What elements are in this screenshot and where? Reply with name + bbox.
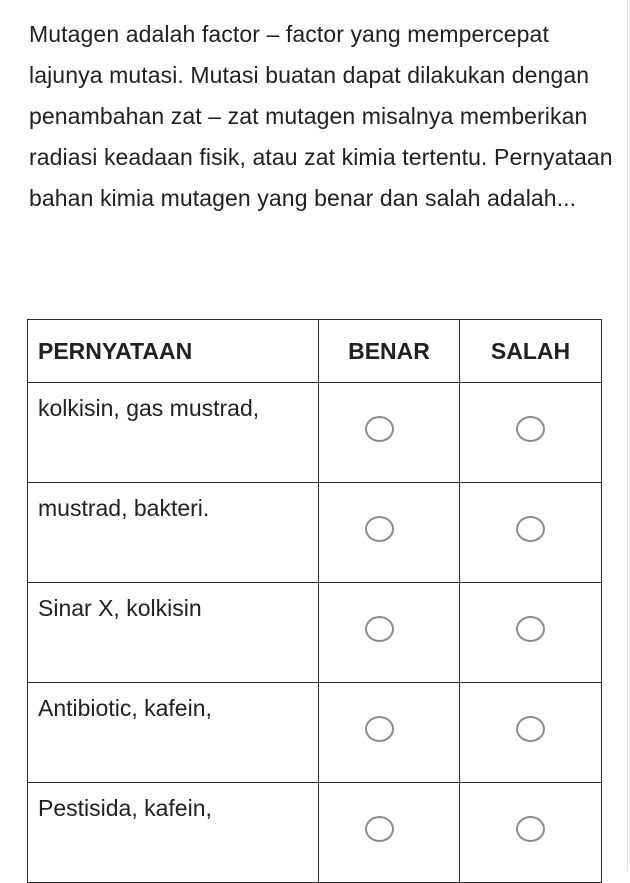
- false-cell: [460, 483, 602, 583]
- header-statement: PERNYATAAN: [28, 320, 319, 383]
- true-cell: [319, 683, 460, 783]
- true-false-table: [27, 319, 602, 883]
- header-false: SALAH: [460, 320, 602, 383]
- table-row: [28, 583, 602, 683]
- header-true: BENAR: [319, 320, 460, 383]
- true-radio-button[interactable]: [365, 816, 394, 842]
- statement-cell: mustrad, bakteri.: [28, 483, 319, 583]
- false-cell: [460, 583, 602, 683]
- false-cell: [460, 683, 602, 783]
- statement-cell: Sinar X, kolkisin: [28, 583, 319, 683]
- true-cell: [319, 783, 460, 883]
- false-radio-button[interactable]: [516, 816, 545, 842]
- statement-cell: kolkisin, gas mustrad,: [28, 383, 319, 483]
- false-cell: [460, 783, 602, 883]
- false-radio-button[interactable]: [516, 616, 545, 642]
- table-header-row: [28, 320, 602, 383]
- true-cell: [319, 383, 460, 483]
- table-row: [28, 483, 602, 583]
- true-radio-button[interactable]: [365, 616, 394, 642]
- false-cell: [460, 383, 602, 483]
- true-cell: [319, 583, 460, 683]
- true-radio-button[interactable]: [365, 516, 394, 542]
- false-radio-button[interactable]: [516, 716, 545, 742]
- true-cell: [319, 483, 460, 583]
- false-radio-button[interactable]: [516, 416, 545, 442]
- page-edge-divider: [627, 0, 628, 871]
- question-text: Mutagen adalah factor – factor yang mempercepat lajunya mutasi. Mutasi buatan dapat dilakukan dengan penambahan zat – zat mutagen misalnya memberikan radiasi keadaan fisik, atau zat kimia tertentu. Pernyataan bahan kimia mutagen yang benar dan salah adalah...: [29, 21, 613, 211]
- table-row: [28, 783, 602, 883]
- table-row: [28, 383, 602, 483]
- true-radio-button[interactable]: [365, 716, 394, 742]
- statement-cell: Antibiotic, kafein,: [28, 683, 319, 783]
- true-radio-button[interactable]: [365, 416, 394, 442]
- table-row: [28, 683, 602, 783]
- statement-cell: Pestisida, kafein,: [28, 783, 319, 883]
- false-radio-button[interactable]: [516, 516, 545, 542]
